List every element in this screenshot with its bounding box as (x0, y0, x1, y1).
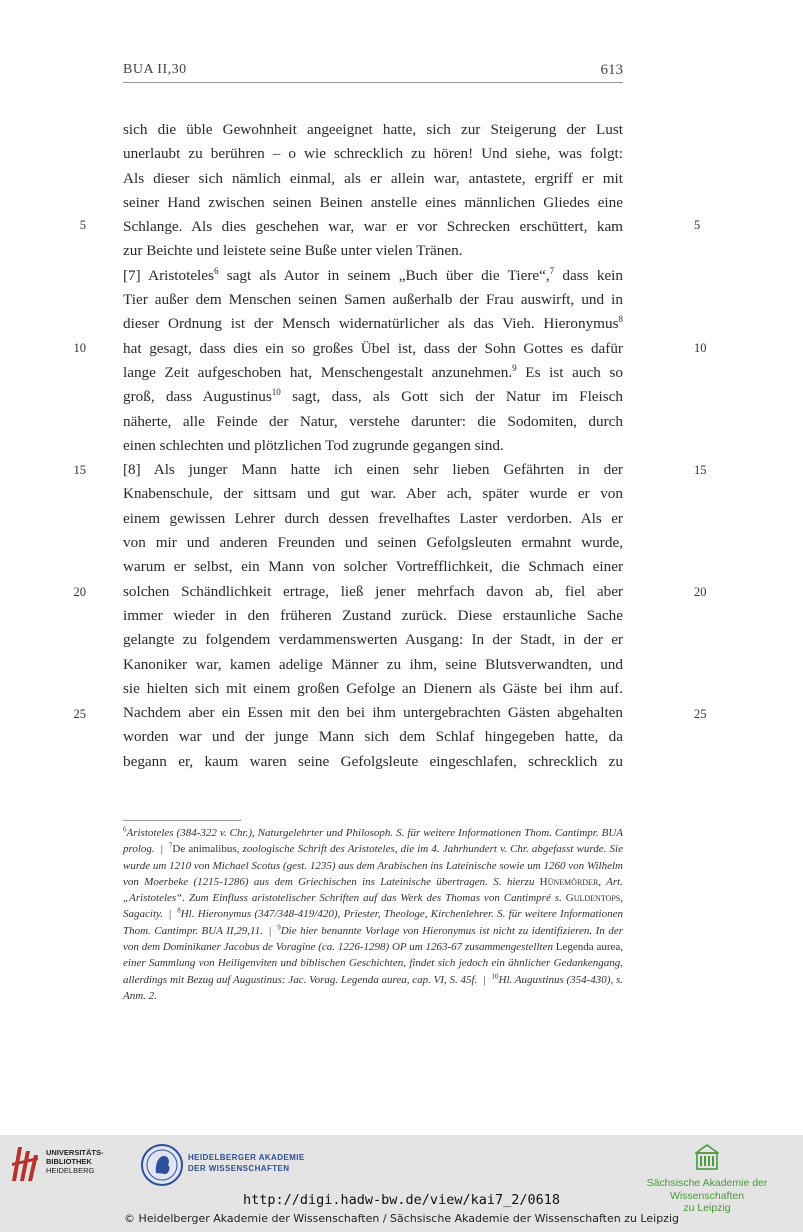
footnote-7-text: , Sagacity. (123, 892, 623, 921)
line-number-right: 20 (694, 585, 707, 599)
footnote-7-text: , zoologische Schrift des Aristoteles, die im 4. Jahrhundert v. Chr. abgefasst wurde. Sie wurde um 1210 von Michael Scotus (gest. 1235) aus dem Arabischen ins Lateinische sowie um 1260 von Wilhelm von Moerbeke (1215-1286) aus dem Griechischen ins Lateinische übertragen. S. hierzu (123, 843, 623, 888)
saw-building-icon (695, 1143, 719, 1171)
text-line: näherte, alle Feinde der Natur, verstehe darunter: die Sodomiten, durch (123, 412, 623, 430)
running-head (123, 62, 623, 83)
text-fragment: [7] Aristoteles (123, 266, 214, 284)
footnote-separator: | (160, 843, 163, 856)
hadw-seal-icon (140, 1143, 184, 1187)
text-line: unerlaubt zu berühren – o wie schrecklich zu hören! Und siehe, was folgt: (123, 145, 623, 163)
footnote-6: Aristoteles (384-322 v. Chr.), Naturgelehrter und Philosoph. S. für weitere Informationen Thom. Cantimpr. BUA prolog. (123, 827, 623, 856)
line-number-left: 20 (73, 585, 86, 599)
text-fragment: groß, dass Augustinus (123, 388, 272, 406)
footnote-7-text: , Art. „Aristoteles“. Zum Einfluss aristotelischer Schriften auf das Werk des Thomas von Cantimpré s. (123, 875, 623, 905)
line-number-right: 15 (694, 463, 707, 477)
ub-emblem-icon (10, 1143, 42, 1183)
text-fragment: sagt als Autor in seinem „Buch über die Tiere“, (218, 266, 550, 284)
text-line (123, 385, 623, 409)
hadw-logo[interactable] (140, 1143, 320, 1191)
footnote-8: Hl. Hieronymus (347/348-419/420), Priester, Theologe, Kirchenlehrer. S. für weitere Informationen Thom. Cantimpr. BUA II,29,11. (123, 908, 623, 937)
ub-heidelberg-logo[interactable] (10, 1143, 110, 1183)
text-line: [8] Als junger Mann hatte ich einen sehr lieben Gefährten in der (123, 461, 623, 479)
line-number-right: 25 (694, 707, 707, 721)
page-number: 613 (600, 62, 623, 78)
footnote-9-title: Legenda aurea (555, 941, 621, 954)
footnotes (123, 825, 623, 1004)
hadw-line: DER WISSENSCHAFTEN (188, 1163, 290, 1173)
footnote-number: 9 (277, 923, 281, 932)
text-line: begann er, kaum waren seine Gefolgsleute eingeschlafen, schrecklich zu (123, 752, 623, 770)
footnote-7-title: De animalibus (172, 843, 237, 856)
line-number-right: 10 (694, 341, 707, 355)
ub-line: BIBLIOTHEK (46, 1157, 92, 1166)
text-line: hat gesagt, dass dies ein so großes Übel ist, dass der Sohn Gottes es dafür (123, 339, 623, 357)
text-line: Knabenschule, der sittsam und gut war. Aber ach, später wurde er von (123, 485, 623, 503)
footnote-separator: | (483, 973, 486, 986)
text-line: sich die üble Gewohnheit angeeignet hatte, sich zur Steigerung der Lust (123, 121, 623, 138)
text-line: solchen Schändlichkeit ertrage, ließ jener mehrfach davon ab, fiel aber (123, 582, 623, 600)
text-line (123, 264, 623, 288)
text-line: sie hielten sich mit einem großen Gefolge an Dienern als Gäste bei ihm auf. (123, 679, 623, 697)
footnote-ref[interactable]: 9 (512, 362, 517, 373)
text-line (123, 312, 623, 336)
text-line: zur Beichte und leistete seine Buße unter vielen Tränen. (123, 242, 463, 260)
text-line: Als dieser sich nämlich einmal, als er allein war, antastete, ergriff er mit (123, 169, 623, 187)
main-text (123, 118, 623, 774)
text-line: einen schlechten und plötzlichen Tod zugrunde gegangen sind. (123, 436, 504, 454)
text-line: seiner Hand zwischen seinen Beinen anstelle eines männlichen Gliedes eine (123, 193, 623, 211)
footnote-number: 10 (491, 972, 499, 981)
ub-line: UNIVERSITÄTS- (46, 1148, 104, 1157)
text-line: Nachdem aber ein Essen mit den bei ihm untergebrachten Gästen abgehalten (123, 704, 623, 722)
text-line: einem gewissen Lehrer durch dessen frevelhaftes Laster verdorben. Als er (123, 509, 623, 527)
footnote-divider (123, 820, 241, 821)
footnote-separator: | (268, 924, 272, 937)
footnote-9-text: Die hier benannte Vorlage von Hieronymus ist nicht zu identifizieren. In der von dem Dominikaner Jacobus de Voragine (ca. 1226-1298) OP um 1263-67 zusammengestellten (123, 924, 623, 954)
footnote-7-author: Hünemörder (539, 875, 599, 888)
footnote-number: 8 (177, 906, 181, 915)
ub-wordmark (46, 1148, 104, 1175)
text-line: Tier außer dem Menschen seinen Samen außerhalb der Frau auswirft, und in (123, 291, 623, 309)
footnote-7-author: Guldentops (565, 892, 621, 905)
footnote-ref[interactable]: 6 (213, 265, 219, 276)
text-line: gelangte zu folgendem verdammenswerten Ausgang: In der Stadt, in der er (123, 631, 623, 649)
ub-line: HEIDELBERG (46, 1166, 95, 1175)
text-line: Kanoniker war, kamen adelige Männer zu ihm, seine Blutsverwandten, und (123, 655, 623, 673)
footnote-number: 7 (168, 841, 173, 850)
footnote-ref[interactable]: 8 (618, 314, 623, 325)
text-fragment: sagt, dass, als Gott sich der Natur im Fleisch (280, 388, 623, 406)
line-number-left: 10 (73, 341, 86, 355)
line-number-left: 15 (73, 463, 86, 477)
running-head-title: BUA II,30 (123, 62, 187, 77)
text-fragment: dieser Ordnung ist der Mensch widernatürlicher als das Vieh. Hieronymus (123, 315, 619, 333)
footnote-separator: | (169, 908, 172, 921)
text-fragment: lange Zeit aufgeschoben hat, Menschengestalt anzunehmen. (123, 363, 513, 381)
footnote-10: Hl. Augustinus (354-430), s. Anm. 2. (123, 973, 623, 1002)
text-line: worden war und der junge Mann sich dem Schlaf hingegeben hatte, da (123, 728, 623, 746)
hadw-wordmark (188, 1153, 305, 1174)
copyright-notice: © Heidelberger Akademie der Wissenschaften / Sächsische Akademie der Wissenschaften zu Leipzig (123, 1212, 679, 1225)
text-line (123, 361, 623, 385)
line-number-left: 5 (79, 218, 86, 232)
footnote-9-text: , einer Sammlung von Heiligenviten und biblischen Geschichten, findet sich jedoch ein ähnlicher Gedankengang, allerdings mit Bezug auf Augustinus: Jac. Vorag. Legenda aurea, cap. VI, S. 45f. (123, 941, 623, 986)
permalink-url[interactable]: http://digi.hadw-bw.de/view/kai7_2/0618 (243, 1192, 560, 1208)
footnote-number: 6 (123, 825, 127, 834)
text-line: warum er selbst, ein Mann von solcher Vortrefflichkeit, die Schmach einer (123, 558, 623, 576)
text-line: Schlange. Als dies geschehen war, war er vor Schrecken erschüttert, kam (123, 218, 623, 236)
saw-line: zu Leipzig (683, 1202, 731, 1214)
footnote-ref[interactable]: 10 (271, 387, 281, 398)
line-number-right: 5 (694, 218, 701, 232)
hadw-line: HEIDELBERGER AKADEMIE (188, 1153, 305, 1162)
text-line: immer wieder in den früheren Zustand zurück. Diese erstaunliche Sache (123, 606, 623, 624)
saw-line: Sächsische Akademie der Wissenschaften (646, 1177, 768, 1202)
text-fragment: Es ist auch so (516, 363, 623, 381)
line-number-left: 25 (73, 707, 86, 721)
footnote-ref[interactable]: 7 (549, 265, 555, 276)
text-fragment: dass kein (554, 266, 623, 284)
text-line: von mir und anderen Freunden und seinen Gefolgsleuten ermahnt wurde, (123, 534, 623, 552)
